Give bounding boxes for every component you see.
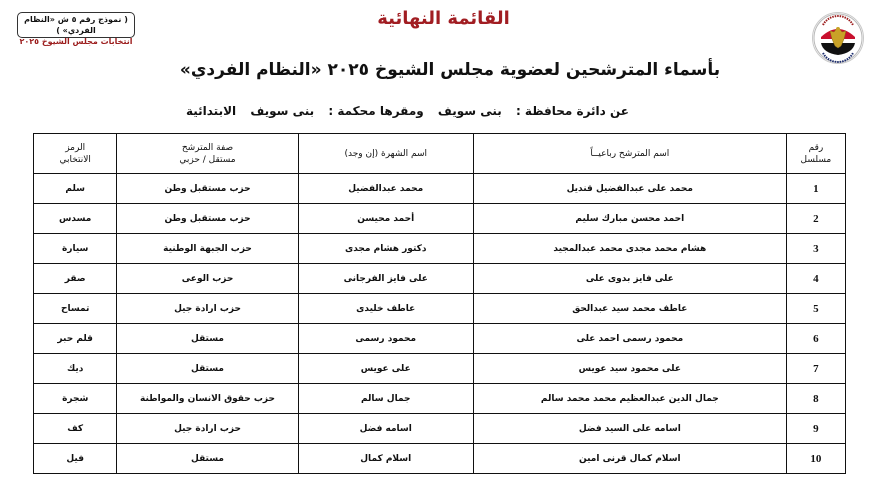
affiliation-cell: مستقل	[117, 324, 298, 354]
court-value: بنى سويف	[250, 104, 315, 118]
affiliation-cell: حزب حقوق الانسان والمواطنة	[117, 384, 298, 414]
table-row	[34, 204, 846, 234]
name-cell: هشام محمد مجدى محمد عبدالمجيد	[473, 234, 786, 264]
table-row	[34, 294, 846, 324]
table-row	[34, 384, 846, 414]
serial-cell: 3	[786, 234, 845, 264]
affiliation-cell: حزب ارادة جيل	[117, 414, 298, 444]
column-header-affiliation: صفة المترشح مستقل / حزبي	[117, 134, 298, 174]
governorate-value: بنى سويف	[437, 104, 502, 118]
serial-cell: 1	[786, 174, 845, 204]
serial-cell: 7	[786, 354, 845, 384]
alias-cell: عاطف خليدى	[298, 294, 473, 324]
name-cell: عاطف محمد سيد عبدالحق	[473, 294, 786, 324]
name-cell: اسلام كمال قرنى امين	[473, 444, 786, 474]
symbol-cell: سلم	[34, 174, 117, 204]
table-header-row	[34, 134, 846, 174]
name-cell: محمد على عبدالفضيل قنديل	[473, 174, 786, 204]
candidates-table	[33, 133, 846, 474]
name-cell: احمد محسن مبارك سليم	[473, 204, 786, 234]
table-row	[34, 174, 846, 204]
alias-cell: دكتور هشام مجدى	[298, 234, 473, 264]
alias-cell: على عويس	[298, 354, 473, 384]
symbol-cell: شجرة	[34, 384, 117, 414]
affiliation-cell: حزب مستقبل وطن	[117, 174, 298, 204]
table-row	[34, 234, 846, 264]
name-cell: جمال الدين عبدالعظيم محمد محمد سالم	[473, 384, 786, 414]
symbol-cell: قلم حبر	[34, 324, 117, 354]
symbol-cell: فيل	[34, 444, 117, 474]
name-cell: على محمود سيد عويس	[473, 354, 786, 384]
affiliation-cell: مستقل	[117, 354, 298, 384]
eagle-emblem-icon	[813, 13, 863, 63]
symbol-cell: مسدس	[34, 204, 117, 234]
serial-cell: 6	[786, 324, 845, 354]
serial-cell: 5	[786, 294, 845, 324]
affiliation-cell: حزب الوعى	[117, 264, 298, 294]
column-header-symbol: الرمز الانتخابي	[34, 134, 117, 174]
alias-cell: جمال سالم	[298, 384, 473, 414]
form-number-label: ( نموذج رقم ٥ ش «النظام الفردي» )	[24, 15, 128, 35]
affiliation-cell: مستقل	[117, 444, 298, 474]
court-label: ومقرها محكمة :	[328, 104, 424, 118]
symbol-cell: تمساح	[34, 294, 117, 324]
alias-cell: محمد عبدالفضيل	[298, 174, 473, 204]
symbol-cell: سيارة	[34, 234, 117, 264]
symbol-cell: صقر	[34, 264, 117, 294]
alias-cell: اسلام كمال	[298, 444, 473, 474]
alias-cell: أحمد محيسن	[298, 204, 473, 234]
name-cell: محمود رسمى احمد على	[473, 324, 786, 354]
symbol-cell: كف	[34, 414, 117, 444]
table-row	[34, 324, 846, 354]
alias-cell: اسامه فضل	[298, 414, 473, 444]
election-year-label: انتخابات مجلس الشيوخ ٢٠٢٥	[19, 37, 133, 46]
symbol-cell: ديك	[34, 354, 117, 384]
alias-cell: محمود رسمى	[298, 324, 473, 354]
table-row	[34, 414, 846, 444]
court-type-value: الابتدائية	[185, 104, 237, 118]
table-row	[34, 354, 846, 384]
serial-cell: 4	[786, 264, 845, 294]
serial-cell: 10	[786, 444, 845, 474]
alias-cell: على فايز الفرجانى	[298, 264, 473, 294]
governorate-label: عن دائرة محافظة :	[515, 104, 629, 118]
table-row	[34, 444, 846, 474]
column-header-name: اسم المترشح رباعيــاً	[473, 134, 786, 174]
serial-cell: 8	[786, 384, 845, 414]
page-subtitle: بأسماء المترشحين لعضوية مجلس الشيوخ ٢٠٢٥ «النظام الفردي»	[179, 60, 721, 80]
name-cell: على فايز بدوى على	[473, 264, 786, 294]
page-title: القائمة النهائية	[377, 8, 510, 29]
serial-cell: 2	[786, 204, 845, 234]
name-cell: اسامه على السيد فضل	[473, 414, 786, 444]
national-elections-authority-logo	[812, 12, 864, 64]
affiliation-cell: حزب الجبهة الوطنية	[117, 234, 298, 264]
affiliation-cell: حزب ارادة جيل	[117, 294, 298, 324]
column-header-alias: اسم الشهرة (إن وجد)	[298, 134, 473, 174]
column-header-serial: رقم مسلسل	[786, 134, 845, 174]
affiliation-cell: حزب مستقبل وطن	[117, 204, 298, 234]
district-info	[176, 104, 629, 118]
serial-cell: 9	[786, 414, 845, 444]
table-row	[34, 264, 846, 294]
